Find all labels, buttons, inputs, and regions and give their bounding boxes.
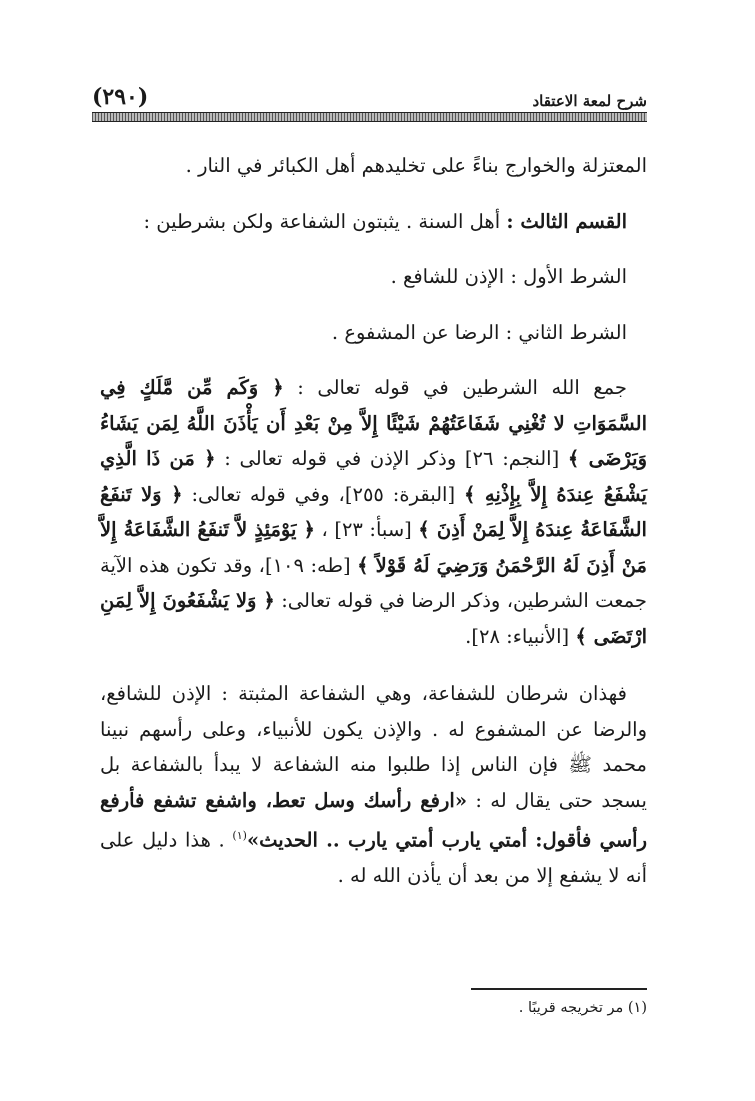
page-header: [92, 82, 647, 110]
hadith-quote: «ارفع رأسك وسل تعط، واشفع تشفع فأرفع رأسي فأقول: أمتي يارب أمتي يارب .. الحديث»: [100, 788, 647, 852]
text-segment: جمع الله الشرطين في قوله تعالى :: [283, 376, 627, 399]
footnote-ref[interactable]: (١): [232, 829, 247, 842]
quran-verse: ﴿ وَكَم مِّن مَّلَكٍ فِي السَّمَوَاتِ لا تُغْنِي شَفَاعَتُهُمْ شَيْئًا إِلاَّ مِنْ بَعْدِ أَن يَأْذَنَ اللَّهُ لِمَن يَشَاءُ وَيَرْضَى ﴾: [100, 376, 647, 470]
book-title: شرح لمعة الاعتقاد: [532, 92, 647, 110]
footnote: (١) مر تخريجه قريبًا .: [518, 1000, 647, 1016]
text-segment: [الأنبياء: ٢٨].: [465, 624, 576, 648]
text-segment: . هذا دليل على أنه لا يشفع إلا من بعد أن يأذن الله له .: [100, 828, 647, 887]
footnote-divider: [471, 988, 647, 990]
text-segment: فهذان شرطان للشفاعة، وهي الشفاعة المثبتة : الإذن للشافع، والرضا عن المشفوع له . والإذن يكون للأنبياء، وعلى رأسهم نبينا محمد ﷺ فإن الناس إذا طلبوا منه الشفاعة لا يبدأ بالشفاعة بل يسجد حتى يقال له :: [100, 682, 647, 812]
quran-verse: ﴿ مَن ذَا الَّذِي يَشْفَعُ عِندَهُ إِلاَّ بِإِذْنِهِ ﴾: [100, 447, 647, 506]
header-divider: [92, 112, 647, 122]
section-label: القسم الثالث :: [506, 209, 627, 233]
quran-verse: ﴿ وَلا تَنفَعُ الشَّفَاعَةُ عِندَهُ إِلاَّ لِمَنْ أَذِنَ ﴾: [100, 482, 647, 541]
condition-2: الشرط الثاني : الرضا عن المشفوع .: [331, 320, 627, 344]
quran-verse: ﴿ وَلا يَشْفَعُونَ إِلاَّ لِمَنِ ارْتَضَى ﴾: [100, 589, 647, 648]
text-segment: [النجم: ٢٦] وذكر الإذن في قوله تعالى :: [215, 447, 568, 470]
page-body: [100, 148, 647, 894]
section-text: أهل السنة . يثبتون الشفاعة ولكن بشرطين :: [143, 209, 507, 233]
text-segment: [البقرة: ٢٥٥]، وفي قوله تعالى:: [182, 482, 464, 506]
text-segment: [طه: ١٠٩]، وقد تكون هذه الآية جمعت الشرطين، وذكر الرضا في قوله تعالى:: [100, 553, 647, 612]
paragraph-verses: [100, 370, 647, 654]
condition-1: الشرط الأول : الإذن للشافع .: [390, 265, 627, 288]
page-number: (٢٩٠): [92, 84, 149, 110]
paragraph-1: المعتزلة والخوارج بناءً على تخليدهم أهل الكبائر في النار .: [185, 154, 647, 177]
paragraph-2: [100, 204, 647, 240]
text-segment: [سبأ: ٢٣] ،: [314, 518, 419, 541]
paragraph-hadith: [100, 676, 647, 894]
quran-verse: ﴿ يَوْمَئِذٍ لاَّ تَنفَعُ الشَّفَاعَةُ إِلاَّ مَنْ أَذِنَ لَهُ الرَّحْمَنُ وَرَضِيَ لَهُ قَوْلاً ﴾: [100, 518, 647, 577]
